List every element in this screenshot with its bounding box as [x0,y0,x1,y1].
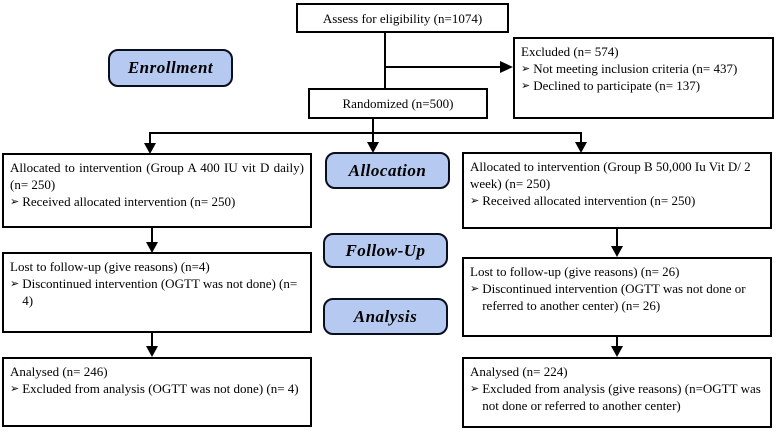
stage-label-allocation [325,152,450,189]
group-b-analysis-title: Analysed (n= 224) [470,364,568,379]
stage-label-allocation-text: Allocation [348,160,427,180]
arrowhead-bullet-icon: ➢ [10,382,20,395]
group-a-followup-title: Lost to follow-up (give reasons) (n=4) [10,259,210,274]
arrowhead-bullet-icon: ➢ [10,195,20,208]
group-b-followup-item [470,280,764,314]
stage-label-followup [323,233,448,268]
excluded-item [521,60,766,77]
group-a-allocation-item [10,193,304,210]
group-a-analysis-item [10,380,304,397]
arrowhead-bullet-icon: ➢ [521,62,531,75]
group-a-allocation-box [2,153,312,228]
stage-label-enrollment [108,49,233,87]
group-a-analysis-box [2,357,312,427]
excluded-item-text: Declined to participate (n= 137) [533,78,701,93]
group-b-followup-item-text: Discontinued intervention (OGTT was not done or referred to another center) (n= 26) [482,281,746,313]
assess-eligibility-box [296,3,509,33]
arrowhead-bullet-icon: ➢ [521,79,531,92]
excluded-title: Excluded (n= 574) [521,44,619,59]
group-b-followup-box [462,257,772,337]
group-b-analysis-box [462,357,772,428]
group-b-analysis-item [470,380,764,414]
assess-eligibility-text: Assess for eligibility (n=1074) [322,10,483,26]
group-b-analysis-item-text: Excluded from analysis (give reasons) (n=OGTT was not done or referred to another center) [482,381,761,413]
stage-label-analysis-text: Analysis [353,306,418,326]
stage-label-enrollment-text: Enrollment [127,58,214,77]
stage-label-followup-text: Follow-Up [345,240,426,260]
group-a-analysis-title: Analysed (n= 246) [10,364,108,379]
group-a-followup-box [2,252,312,333]
group-b-allocation-title: Allocated to intervention (Group B 50,000 Iu Vit D/ 2 week) (n= 250) [470,159,751,191]
group-a-allocation-item-text: Received allocated intervention (n= 250) [22,194,236,209]
excluded-item-text: Not meeting inclusion criteria (n= 437) [533,61,738,76]
excluded-item [521,77,766,94]
arrowhead-bullet-icon: ➢ [470,382,480,395]
stage-label-analysis [323,298,448,335]
group-a-analysis-item-text: Excluded from analysis (OGTT was not done) (n= 4) [22,381,299,396]
group-b-allocation-item [470,192,764,209]
arrowhead-bullet-icon: ➢ [470,282,480,295]
arrowhead-bullet-icon: ➢ [470,194,480,207]
randomized-text: Randomized (n=500) [342,96,454,111]
group-a-allocation-title: Allocated to intervention (Group A 400 IU vit D daily) (n= 250) [10,160,304,192]
arrowhead-bullet-icon: ➢ [10,277,20,290]
group-b-followup-title: Lost to follow-up (give reasons) (n= 26) [470,264,680,279]
randomized-box [308,88,488,119]
excluded-box [513,37,774,119]
group-a-followup-item-text: Discontinued intervention (OGTT was not done) (n= 4) [22,276,298,308]
group-a-followup-item [10,275,304,309]
group-b-allocation-item-text: Received allocated intervention (n= 250) [482,193,696,208]
group-b-allocation-box [462,152,772,229]
